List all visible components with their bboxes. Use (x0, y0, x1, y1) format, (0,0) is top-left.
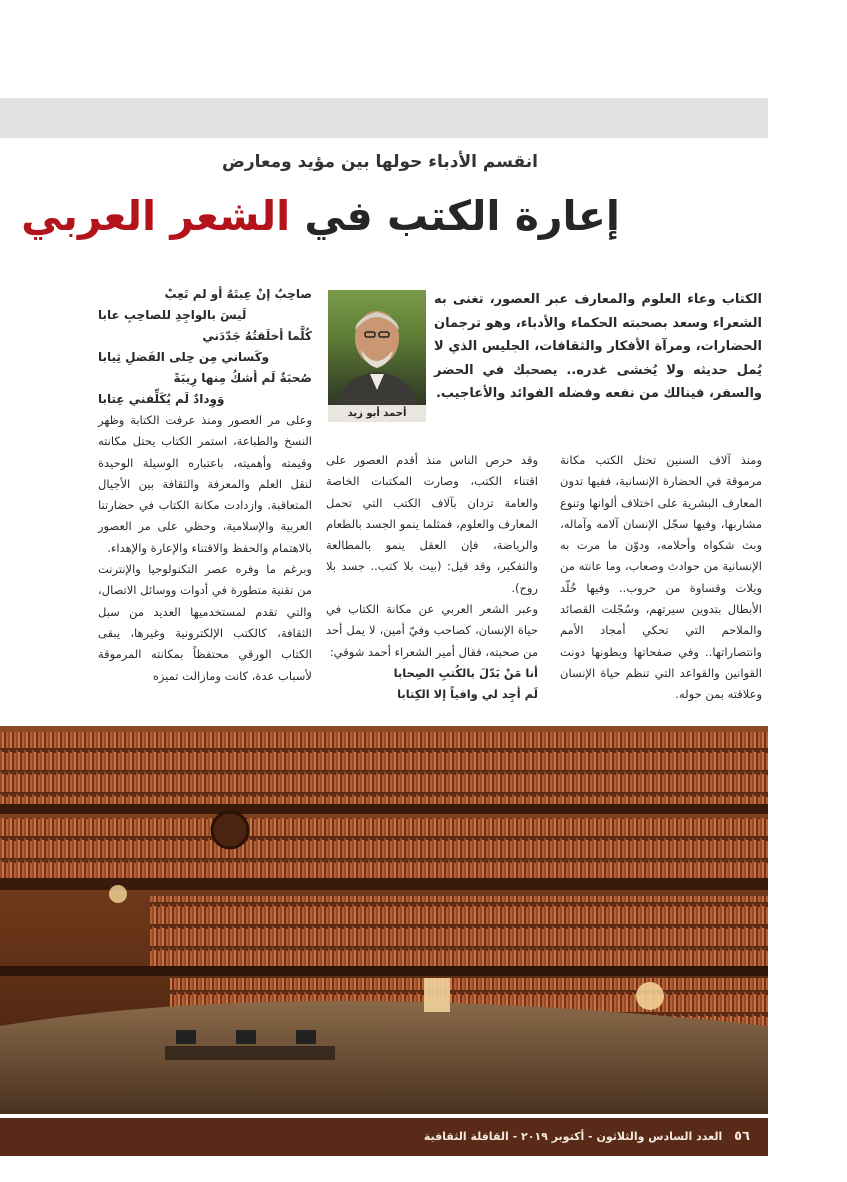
article-subtitle: انقسم الأدباء حولها بين مؤيد ومعارض (222, 152, 538, 172)
library-photo (0, 726, 768, 1114)
poem-verses (98, 284, 312, 410)
column-middle (326, 450, 538, 706)
header-band (0, 98, 768, 138)
title-part-2: الشعر العربي (21, 192, 291, 240)
author-name: أحمد أبو زيد (328, 405, 426, 422)
verse-line: صُحبَةٌ لَم أشكُ مِنها رِيبَةً (173, 371, 312, 385)
body-paragraph: وعبر الشعر العربي عن مكانة الكتاب في حياة الإنسان، كصاحب وفيّ أمين، لا يمل أحد من صحبته، فقال أمير الشعراء أحمد شوقي: (326, 602, 538, 659)
verse-line: كُلَّما أخلَقتُهُ جَدّدَني (202, 329, 312, 343)
footer-text (424, 1129, 750, 1144)
body-paragraph: ومنذ آلاف السنين تحتل الكتب مكانة مرموقة في الحضارة الإنسانية، ففيها تدون المعارف البشرية على اختلاف ألوانها وتنوع مشاربها، وفيها سجّل الإنسان آلامه وآماله، وبث شكواه وأحلامه، ودوّن ما مرت به الإنسانية من حوادث وصعاب، وما عانته من ويلات وقساوة من حروب.. وفيها خُلّد الأبطال بتدوين سيرتهم، وسُجّلت القصائد والملاحم التي تحكي أمجاد الأمم وانتصاراتها.. وفي صفحاتها وبطونها دونت القوانين والقواعد التي تنظم حياة الإنسان وعلاقته بمن حوله. (560, 453, 762, 702)
body-paragraph: وعلى مر العصور ومنذ عرفت الكتابة وظهر النسخ والطباعة، استمر الكتاب يحتل مكانته وقيمته وأهميته، باعتباره الوسيلة الوحيدة لنقل العلم والمعرفة والثقافة بين الأجيال المتعاقبة. وازدادت مكانة الكتاب في حضارتنا العربية والإسلامية، وحظي على مر العصور بالاهتمام والحفظ والاقتناء والإعارة والإهداء. (98, 413, 312, 555)
verse-line: وكَساني مِن حِلى الفَضلِ ثِيابا (98, 350, 270, 364)
verse-line: صاحِبٌ إنْ عِبتَهُ أو لم تَعِبْ (164, 287, 312, 301)
issue-info: العدد السادس والثلاثون - أكتوبر ٢٠١٩ - (512, 1130, 723, 1143)
magazine-name: القافلة الثقافية (423, 1130, 509, 1143)
title-part-1: إعارة الكتب في (304, 192, 620, 240)
body-paragraph: وبرغم ما وفره عصر التكنولوجيا والإنترنت من تقنية متطورة في أدوات ووسائل الاتصال، والتي تقدم لمستخدميها العديد من سبل الثقافة، كالكتب الإلكترونية وغيرها، يبقى الكتاب الورقي محتفظاً بمكانته المرموقة لأسباب عدة، كانت ومازالت تميزه (98, 562, 312, 683)
column-right (560, 450, 762, 706)
library-illustration (0, 726, 768, 1114)
footer-bar (0, 1118, 768, 1156)
author-photo (328, 290, 426, 422)
verse-line: لَيسَ بالواجِدِ للصاحِبِ عابا (98, 308, 247, 322)
column-left (98, 284, 312, 687)
verse-line: أنا مَنْ بَدّلَ بالكُتبِ الصِحابا (393, 665, 538, 680)
page-number: ٥٦ (734, 1129, 750, 1144)
verse-line: لَم أجِد لي وافياً إلا الكِتابا (397, 687, 538, 702)
body-paragraph: وقد حرص الناس منذ أقدم العصور على اقتناء الكتب، وصارت المكتبات الخاصة والعامة تزدان بآلاف الكتب التي تحمل المعارف والعلوم، فمثلما ينمو الجسد بالطعام والرياضة، فإن العقل ينمو بالمطالعة والتفكير، وقد قيل: (بيت بلا كتب.. جسد بلا روح). (326, 453, 538, 595)
portrait-illustration (328, 290, 426, 405)
lead-paragraph: الكتاب وعاء العلوم والمعارف عبر العصور، تغنى به الشعراء وسعد بصحبته الحكماء والأدباء، وهو ترجمان الحضارات، ومرآة الأفكار والثقافات، الجليس الذي لا يُمل حديثه ولا يُخشى غدره.. يصحبك في الحضر والسفر، فينالك من نفعه وفضله الفوائد والأعاجيب. (434, 292, 762, 401)
verse-line: وَوِدادٌ لَم يُكَلِّفني عِتابا (98, 392, 225, 406)
article-title (21, 192, 620, 240)
